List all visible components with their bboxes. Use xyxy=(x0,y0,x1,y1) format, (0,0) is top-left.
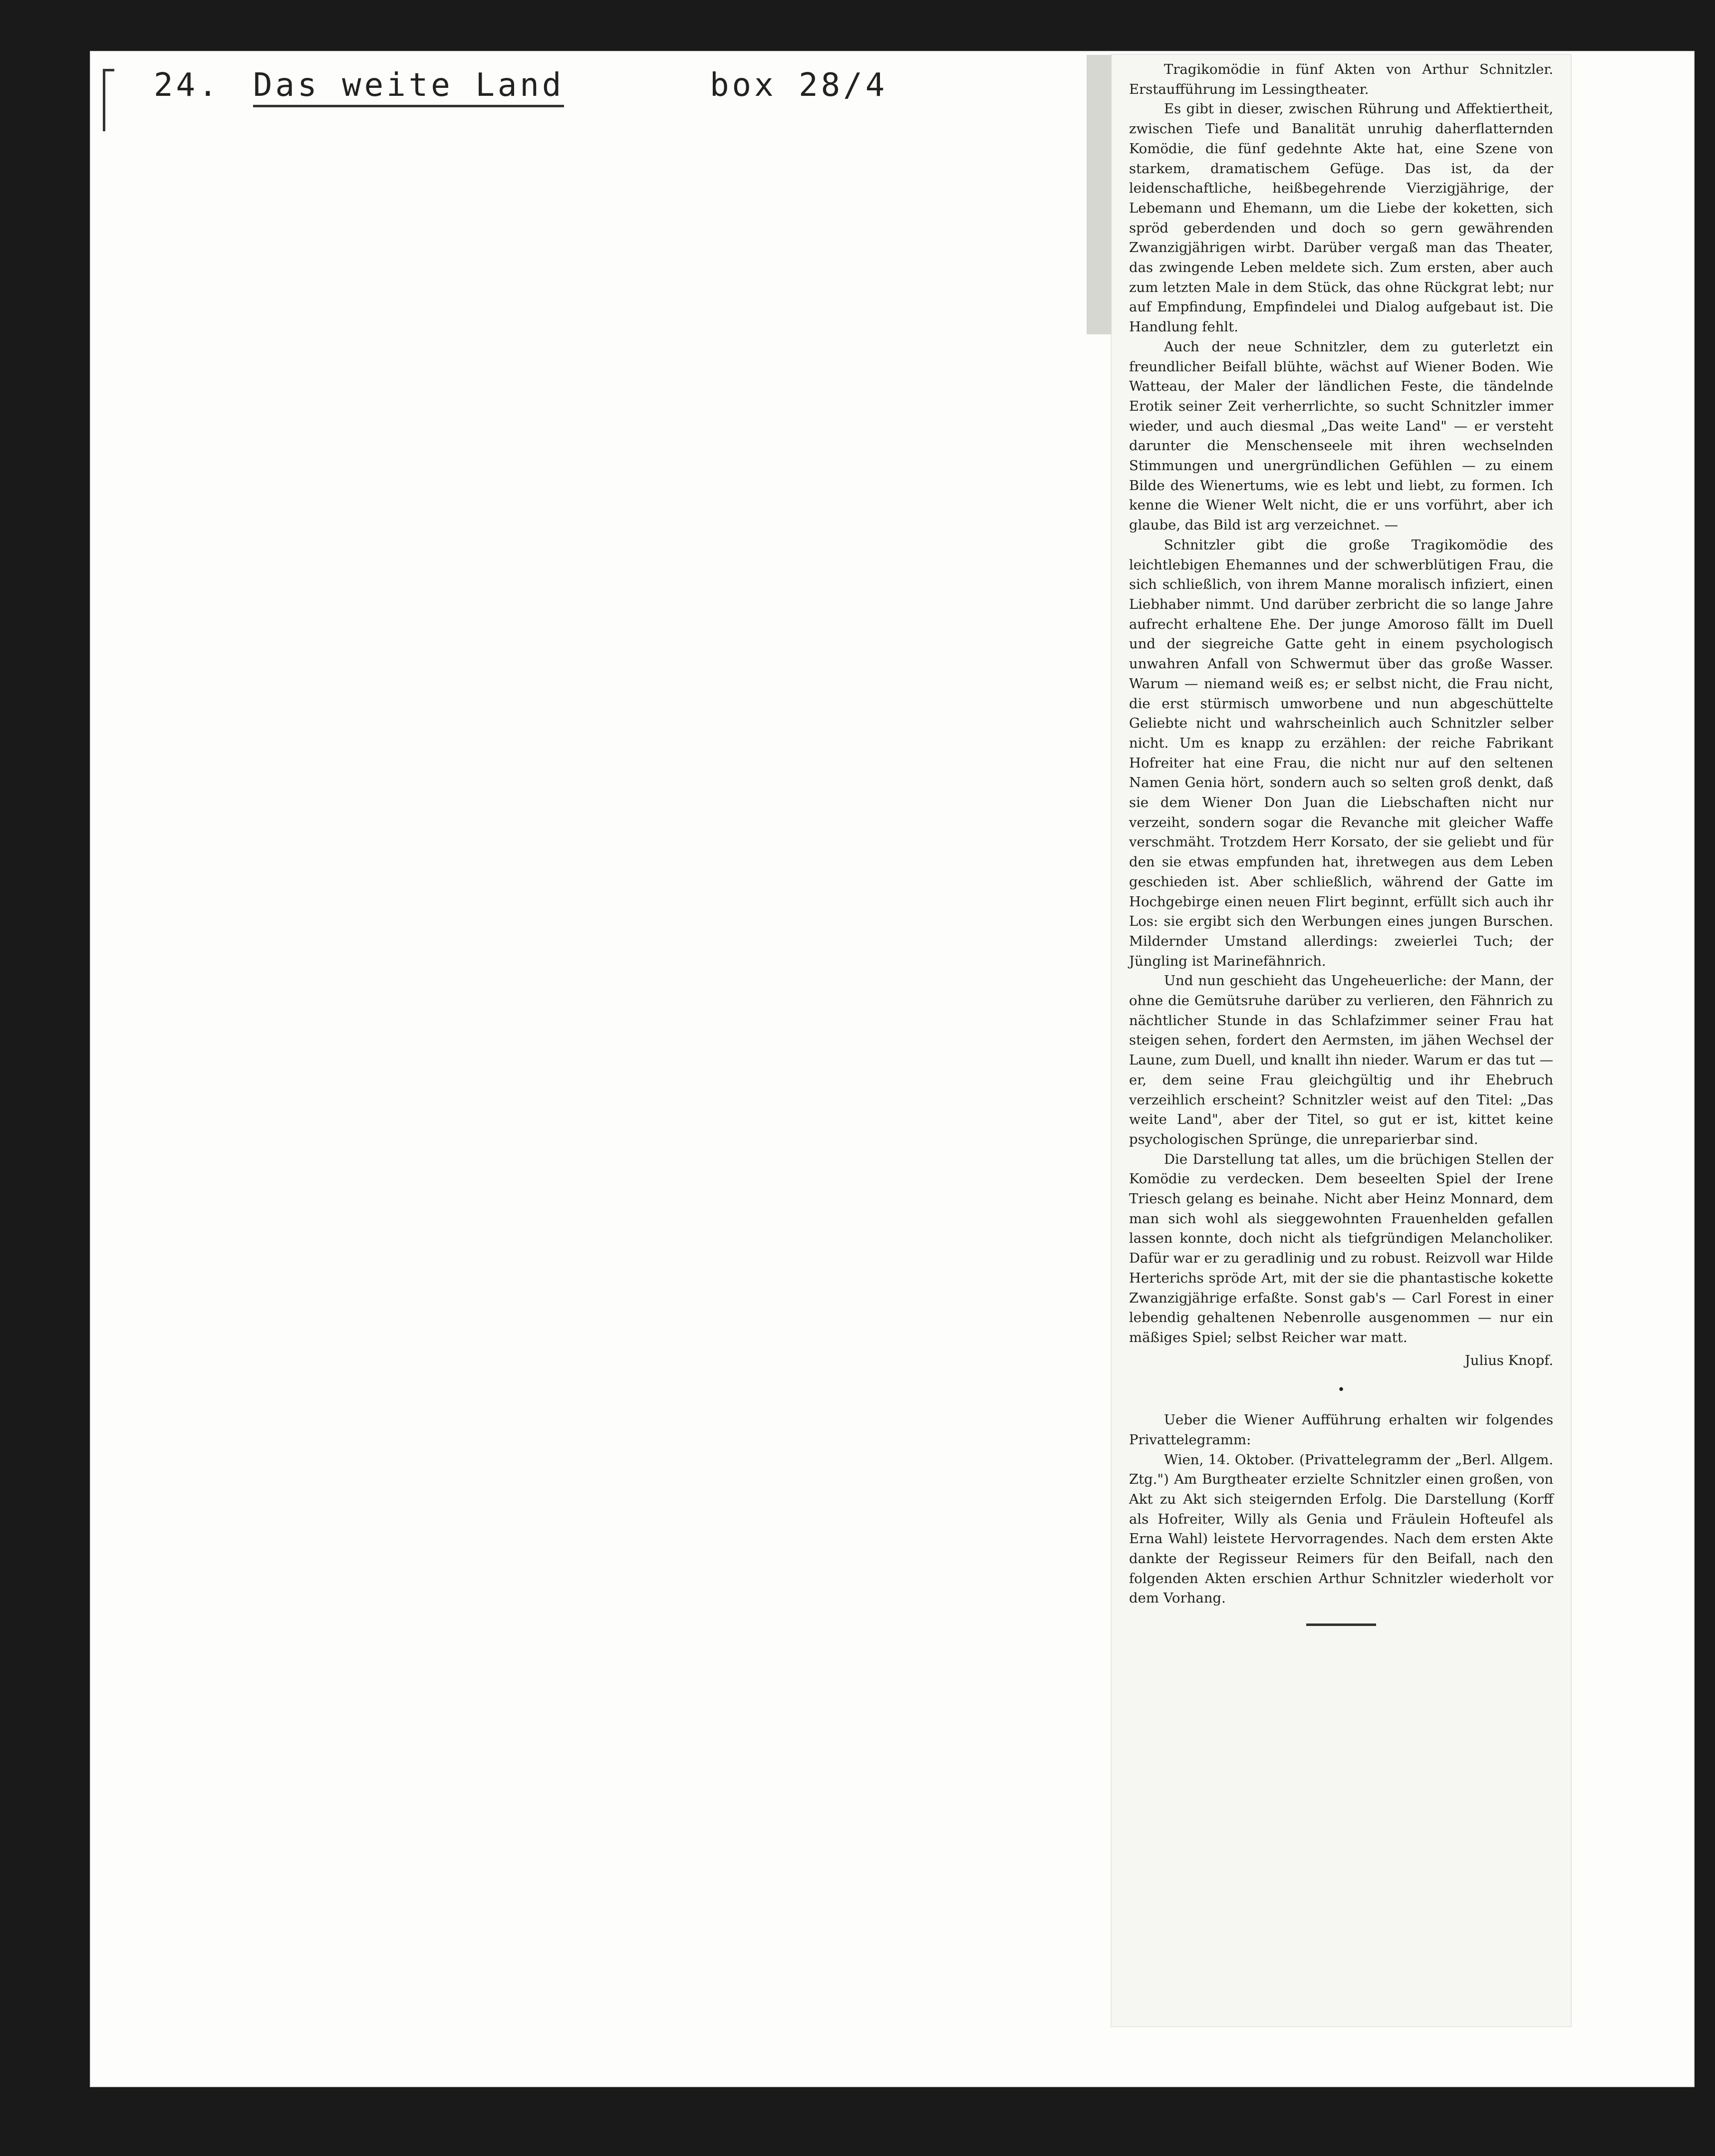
folder-number: 24. xyxy=(154,67,221,104)
corner-bracket xyxy=(103,69,114,131)
article-intro: Tragikomödie in fünf Akten von Arthur Schnitzler. Erstaufführung im Lessingtheater. xyxy=(1129,61,1553,97)
folder-box-number: box 28/4 xyxy=(710,67,888,104)
article-paragraph: Schnitzler gibt die große Tragikomödie des leichtlebigen Ehemannes und der schwerblütigen Frau, die sich schließlich, von ihrem Manne moralisch infiziert, einen Liebhaber nimmt. Und darüber zerbricht die so lange Jahre aufrecht erhaltene Ehe. Der junge Amoroso fällt im Duell und der siegreiche Gatte geht in einem psychologisch unwahren Anfall von Schwermut über das große Wasser. Warum — niemand weiß es; er selbst nicht, die Frau nicht, die erst stürmisch umworbene und nun abgeschüttelte Geliebte nicht und wahrscheinlich auch Schnitzler selber nicht. Um es knapp zu erzählen: der reiche Fabrikant Hofreiter hat eine Frau, die nicht nur auf den seltenen Namen Genia hört, sondern auch so selten groß denkt, daß sie dem Wiener Don Juan die Liebschaften nicht nur verzeiht, sondern sogar die Revanche mit gleicher Waffe verschmäht. Trotzdem Herr Korsato, der sie geliebt und für den sie etwas empfunden hat, ihretwegen aus dem Leben geschieden ist. Aber schließlich, während der Gatte im Hochgebirge einen neuen Flirt beginnt, erfüllt sich auch ihr Los: sie ergibt sich den Werbungen eines jungen Burschen. Mildernder Umstand allerdings: zweierlei Tuch; der Jüngling ist Marinefähnrich. xyxy=(1129,537,1553,969)
article-paragraph: Es gibt in dieser, zwischen Rührung und Affektiertheit, zwischen Tiefe und Banalität unruhig daherflatternden Komödie, die fünf gedehnte Akte hat, eine Szene von starkem, dramatischem Gefüge. Das ist, da der leidenschaftliche, heißbegehrende Vierzigjährige, der Lebemann und Ehemann, um die Liebe der koketten, sich spröd geberdenden und doch so gern gewährenden Zwanzigjährigen wirbt. Darüber vergaß man das Theater, das zwingende Leben meldete sich. Zum ersten, aber auch zum letzten Male in dem Stück, das ohne Rückgrat lebt; nur auf Empfindung, Empfindelei und Dialog aufgebaut ist. Die Handlung fehlt. xyxy=(1129,101,1553,335)
newspaper-clipping xyxy=(1112,55,1571,2026)
article-paragraph: Die Darstellung tat alles, um die brüchigen Stellen der Komödie zu verdecken. Dem beseelten Spiel der Irene Triesch gelang es beinahe. Nicht aber Heinz Monnard, dem man sich wohl als sieggewohnten Frauenhelden gefallen lassen konnte, doch nicht als tiefgründigen Melancholiker. Dafür war er zu geradlinig und zu robust. Reizvoll war Hilde Herterichs spröde Art, mit der sie die phantastische kokette Zwanzigjährige erfaßte. Sonst gab's — Carl Forest in einer lebendig gehaltenen Nebenrolle ausgenommen — nur ein mäßiges Spiel; selbst Reicher war matt. xyxy=(1129,1151,1553,1346)
article-paragraph: Auch der neue Schnitzler, dem zu guterletzt ein freundlicher Beifall blühte, wächst auf Wiener Boden. Wie Watteau, der Maler der ländlichen Feste, die tändelnde Erotik seiner Zeit verherrlichte, so sucht Schnitzler immer wieder, und auch diesmal „Das weite Land" — er versteht darunter die Menschenseele mit ihren wechselnden Stimmungen und unergründlichen Gefühlen — zu einem Bilde des Wienertums, wie es lebt und liebt, zu formen. Ich kenne die Wiener Welt nicht, die er uns vorführt, aber ich glaube, das Bild ist arg verzeichnet. — xyxy=(1129,338,1553,534)
telegram-intro: Ueber die Wiener Aufführung erhalten wir folgendes Privattelegramm: xyxy=(1129,1412,1553,1448)
folder-title: Das weite Land xyxy=(253,67,564,107)
review-article xyxy=(1129,60,1553,1626)
end-rule xyxy=(1306,1623,1376,1626)
folder-label xyxy=(91,52,1109,167)
clipping-fold-shadow xyxy=(1087,55,1112,334)
section-separator: • xyxy=(1337,1382,1345,1398)
article-paragraph: Und nun geschieht das Ungeheuerliche: der Mann, der ohne die Gemütsruhe darüber zu verlieren, den Fähnrich zu nächtlicher Stunde in das Schlafzimmer seiner Frau hat steigen sehen, fordert den Aermsten, im jähen Wechsel der Laune, zum Duell, und knallt ihn nieder. Warum er das tut — er, dem seine Frau gleichgültig und ihr Ehebruch verzeihlich erscheint? Schnitzler weist auf den Titel: „Das weite Land", aber der Titel, so gut er ist, kittet keine psychologischen Sprünge, die unreparierbar sind. xyxy=(1129,973,1553,1147)
archive-sheet xyxy=(90,51,1695,2087)
article-byline: Julius Knopf. xyxy=(1464,1352,1553,1368)
telegram-paragraph: Wien, 14. Oktober. (Privattelegramm der „Berl. Allgem. Ztg.") Am Burgtheater erzielte Schnitzler einen großen, von Akt zu Akt sich steigernden Erfolg. Die Darstellung (Korff als Hofreiter, Willy als Genia und Fräulein Hofteufel als Erna Wahl) leistete Hervorragendes. Nach dem ersten Akte dankte der Regisseur Reimers für den Beifall, nach den folgenden Akten erschien Arthur Schnitzler wiederholt vor dem Vorhang. xyxy=(1129,1451,1553,1607)
